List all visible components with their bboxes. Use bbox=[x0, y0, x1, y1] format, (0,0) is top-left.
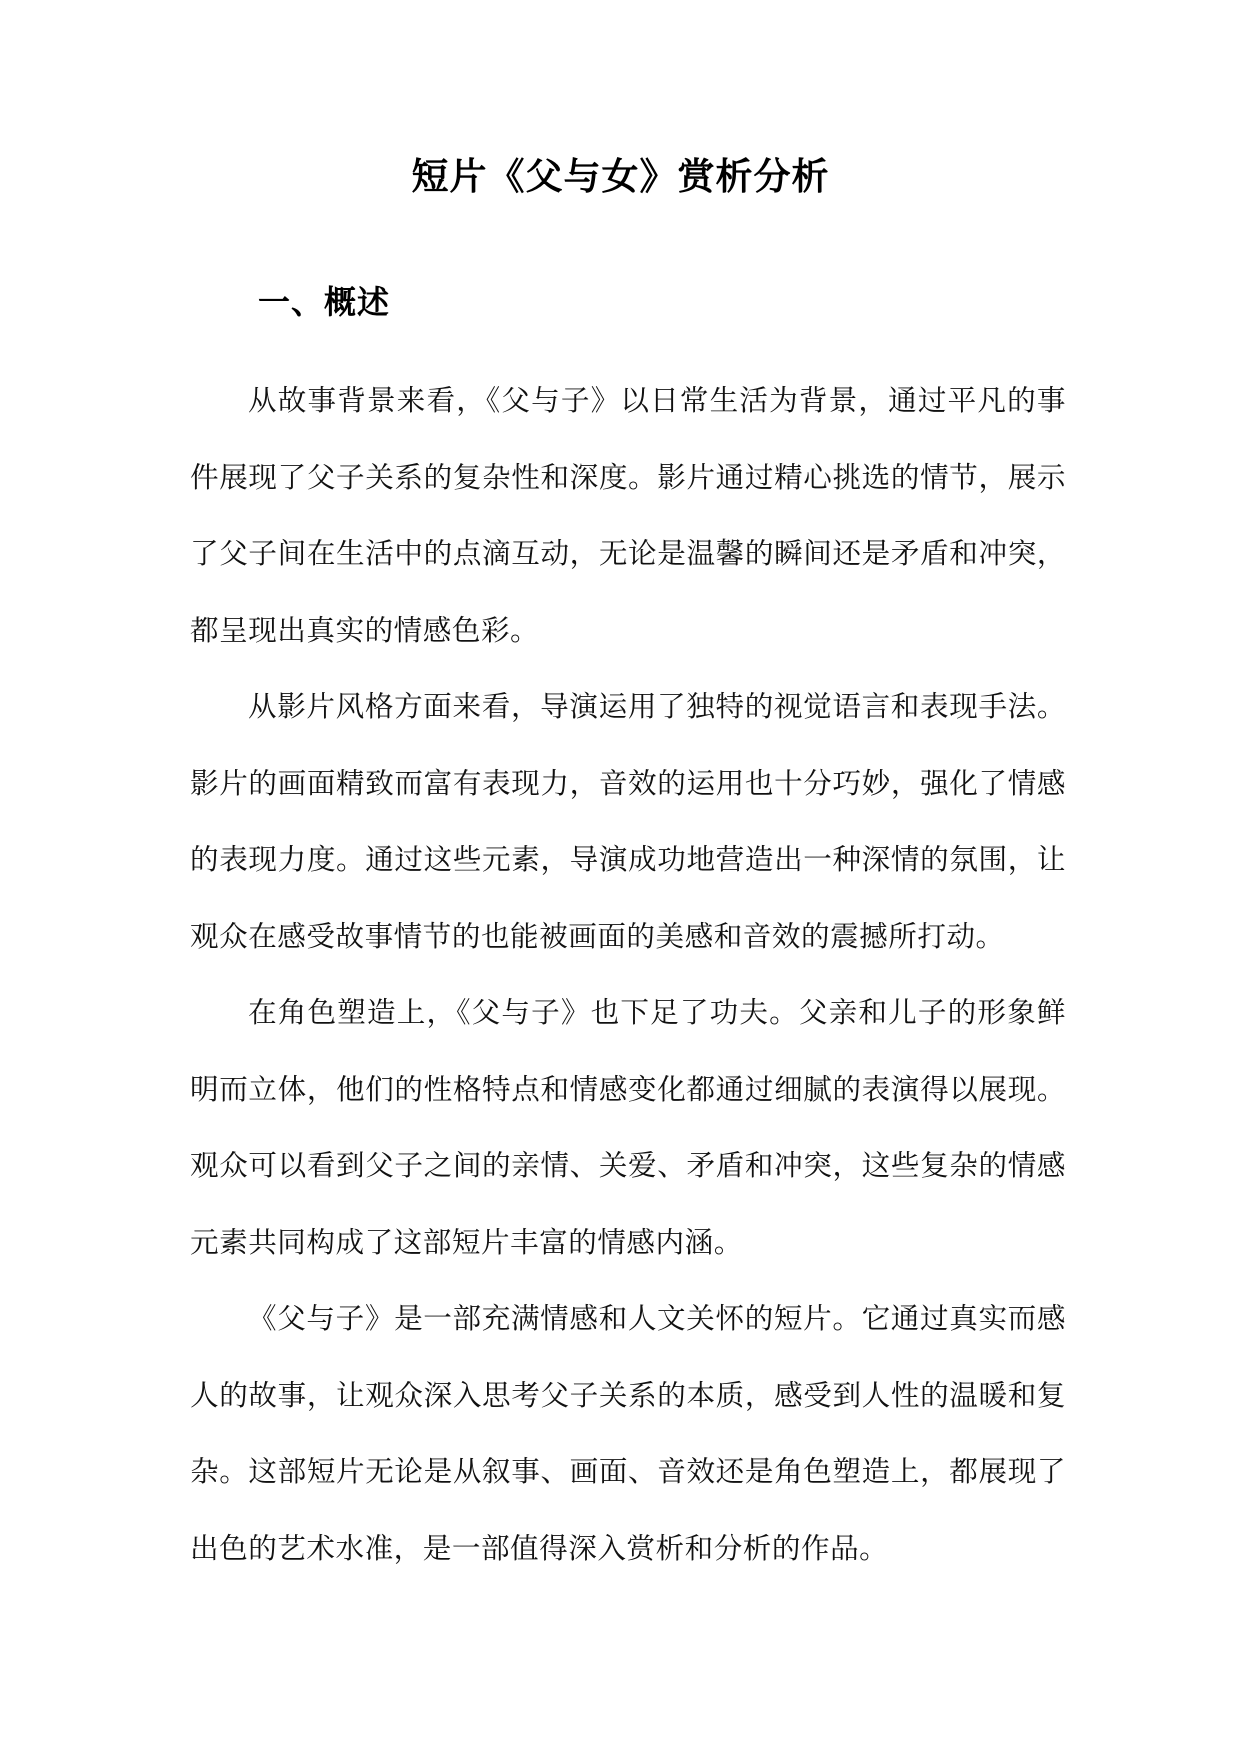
document-title: 短片《父与女》赏析分析 bbox=[411, 155, 830, 198]
paragraph-conclusion: 《父与子》是一部充满情感和人文关怀的短片。它通过真实而感人的故事，让观众深入思考父子关系的本质，感受到人性的温暖和复杂。这部短片无论是从叙事、画面、音效还是角色塑造上，都展现了出色的艺术水准，是一部值得深入赏析和分析的作品。 bbox=[190, 1301, 1066, 1565]
paragraph-background: 从故事背景来看，《父与子》以日常生活为背景，通过平凡的事件展现了父子关系的复杂性和深度。影片通过精心挑选的情节，展示了父子间在生活中的点滴互动，无论是温馨的瞬间还是矛盾和冲突，都呈现出真实的情感色彩。 bbox=[190, 383, 1066, 647]
paragraph-style: 从影片风格方面来看，导演运用了独特的视觉语言和表现手法。影片的画面精致而富有表现力，音效的运用也十分巧妙，强化了情感的表现力度。通过这些元素，导演成功地营造出一种深情的氛围，让观众在感受故事情节的也能被画面的美感和音效的震撼所打动。 bbox=[190, 689, 1066, 953]
section-heading: 一、概述 bbox=[258, 283, 391, 321]
paragraph-characters: 在角色塑造上，《父与子》也下足了功夫。父亲和儿子的形象鲜明而立体，他们的性格特点和情感变化都通过细腻的表演得以展现。观众可以看到父子之间的亲情、关爱、矛盾和冲突，这些复杂的情感元素共同构成了这部短片丰富的情感内涵。 bbox=[190, 995, 1066, 1259]
document-body bbox=[190, 362, 1066, 1586]
